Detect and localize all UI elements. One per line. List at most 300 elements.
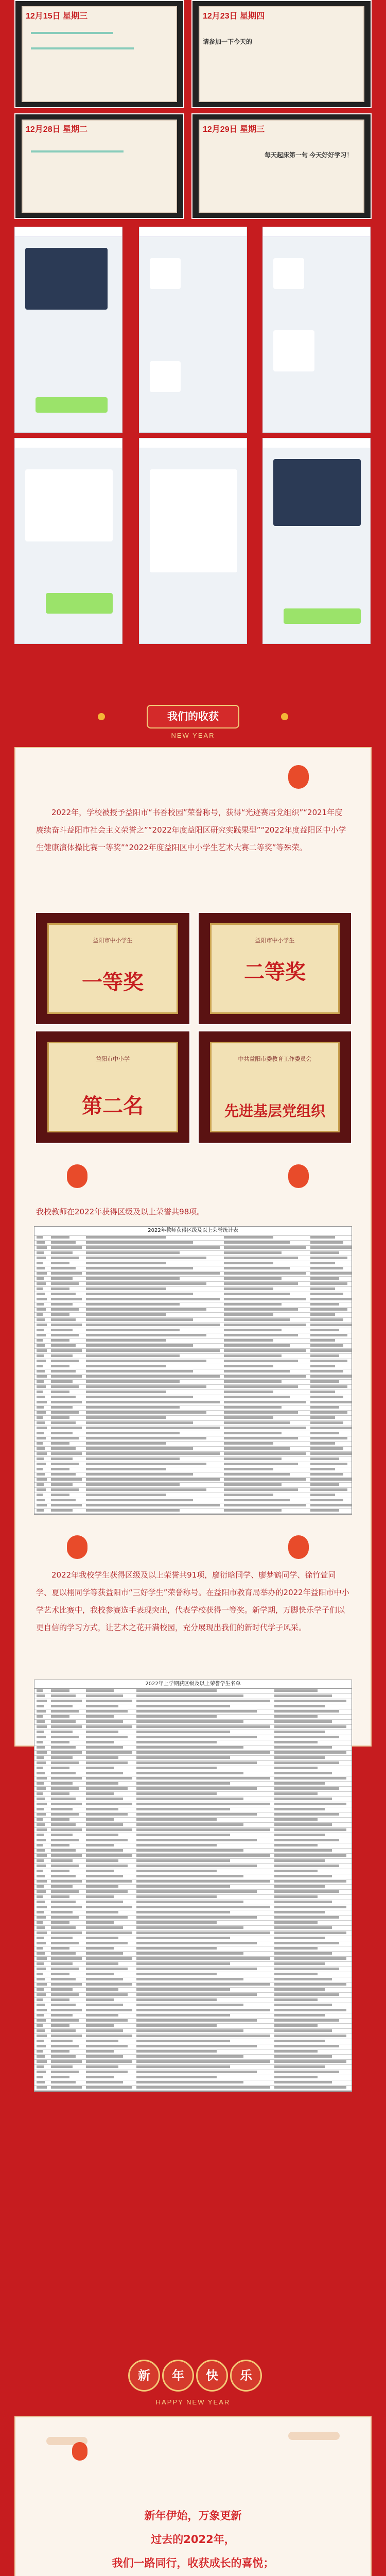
table-cell xyxy=(37,1504,47,1506)
table-cell xyxy=(51,1761,79,1764)
table-cell xyxy=(310,1344,343,1347)
table-cell xyxy=(37,1427,47,1429)
table-cell xyxy=(37,1906,47,1908)
table-cell xyxy=(274,1792,318,1795)
table-cell xyxy=(274,1957,346,1960)
table-cell xyxy=(51,1483,73,1486)
table-cell xyxy=(86,1725,132,1728)
table-cell xyxy=(37,1782,44,1785)
table-cell xyxy=(51,1700,82,1702)
table-cell xyxy=(310,1499,343,1501)
table-cell xyxy=(51,1262,69,1264)
table-cell xyxy=(37,1452,47,1455)
table-row xyxy=(34,1895,352,1900)
table-cell xyxy=(51,1694,76,1697)
table-cell xyxy=(86,1354,180,1357)
table-cell xyxy=(86,1849,123,1852)
table-row xyxy=(34,1869,352,1874)
table-cell xyxy=(37,1998,43,2001)
table-cell xyxy=(310,1339,335,1342)
table-cell xyxy=(86,1993,128,1996)
table-cell xyxy=(224,1504,306,1506)
table-cell xyxy=(51,1344,76,1347)
table-cell xyxy=(86,1416,166,1419)
table-cell xyxy=(37,2004,45,2006)
table-cell xyxy=(86,1452,220,1455)
table-cell xyxy=(37,1952,45,1955)
table-cell xyxy=(86,2045,128,2047)
table-row xyxy=(34,1977,352,1982)
table-row xyxy=(34,2080,352,2086)
table-cell xyxy=(86,1947,114,1950)
lantern-decor xyxy=(67,1164,87,1188)
table-cell xyxy=(86,1313,166,1316)
table-cell xyxy=(51,1844,69,1846)
table-row xyxy=(34,1751,352,1756)
table-cell xyxy=(37,1694,45,1697)
table-cell xyxy=(224,1391,273,1393)
table-cell xyxy=(86,1767,114,1769)
table-cell xyxy=(86,1318,193,1321)
table-cell xyxy=(51,1947,69,1950)
table-cell xyxy=(136,1746,243,1749)
table-cell xyxy=(51,1916,79,1919)
photo-2 xyxy=(191,0,372,108)
table-cell xyxy=(136,1803,270,1805)
table-cell xyxy=(37,1777,47,1780)
table-cell xyxy=(51,1865,79,1867)
table-row xyxy=(34,1807,352,1812)
table-cell xyxy=(51,1741,69,1743)
table-cell xyxy=(310,1385,347,1388)
table-cell xyxy=(37,1973,43,1975)
table-cell xyxy=(86,1509,180,1512)
table-row xyxy=(34,2049,352,2055)
table-cell xyxy=(51,1808,73,1810)
table-cell xyxy=(37,1236,43,1239)
table-cell xyxy=(51,1499,76,1501)
table-cell xyxy=(86,1391,166,1393)
table-cell xyxy=(51,1473,76,1476)
table-cell xyxy=(310,1509,339,1512)
certificate-2 xyxy=(198,912,352,1025)
table-cell xyxy=(310,1406,339,1409)
table-cell xyxy=(37,1767,43,1769)
table-cell xyxy=(224,1396,290,1398)
table-cell xyxy=(86,2035,132,2037)
table-cell xyxy=(37,1962,44,1965)
table-cell xyxy=(224,1267,290,1269)
table-cell xyxy=(86,1818,114,1821)
table-row xyxy=(34,2075,352,2080)
table-row xyxy=(34,1967,352,1972)
table-cell xyxy=(86,1282,206,1285)
table-cell xyxy=(51,1777,82,1780)
table-cell xyxy=(310,1396,343,1398)
table-cell xyxy=(310,1241,343,1244)
table-cell xyxy=(51,1452,82,1455)
table-cell xyxy=(274,1694,332,1697)
table-cell xyxy=(86,1906,132,1908)
table-cell xyxy=(310,1473,343,1476)
photo-caption: 12月29日 星期三 xyxy=(203,125,265,134)
table-cell xyxy=(274,1931,346,1934)
table-cell xyxy=(310,1236,335,1239)
table-cell xyxy=(86,1890,128,1893)
photo-text-line xyxy=(31,150,124,152)
table-cell xyxy=(51,1277,73,1280)
table-cell xyxy=(86,1499,193,1501)
table-row xyxy=(34,1436,352,1442)
table-cell xyxy=(86,1798,123,1800)
table-cell xyxy=(310,1391,335,1393)
table-cell xyxy=(86,1957,132,1960)
table-cell xyxy=(274,1756,325,1759)
table-cell xyxy=(37,1488,46,1491)
table-cell xyxy=(310,1308,347,1311)
wish-line: 过去的2022年， xyxy=(151,2533,235,2546)
table-cell xyxy=(310,1246,352,1249)
table-cell xyxy=(51,1725,82,1728)
photo-3 xyxy=(14,113,184,219)
table-cell xyxy=(136,1828,270,1831)
table-cell xyxy=(51,1720,76,1723)
table-cell xyxy=(86,1865,128,1867)
table-cell xyxy=(86,1983,132,1986)
table-cell xyxy=(37,1844,43,1846)
table-cell xyxy=(37,1365,43,1367)
table-cell xyxy=(224,1401,306,1403)
table-cell xyxy=(37,1947,43,1950)
table-cell xyxy=(51,1689,69,1692)
section-badge: 我们的收获 xyxy=(147,705,239,728)
table-cell xyxy=(86,1870,114,1872)
table-cell xyxy=(86,1803,132,1805)
table-cell xyxy=(136,2086,270,2089)
table-cell xyxy=(274,1803,346,1805)
table-cell xyxy=(136,2019,257,2022)
table-cell xyxy=(274,1808,325,1810)
table-cell xyxy=(37,1865,46,1867)
table-cell xyxy=(86,1251,180,1254)
table-cell xyxy=(37,1823,45,1826)
table-cell xyxy=(37,1251,44,1254)
table-row xyxy=(34,1843,352,1849)
table-cell xyxy=(274,1689,318,1692)
table-cell xyxy=(274,2045,339,2047)
table-cell xyxy=(274,1926,332,1929)
chat-screenshot-4 xyxy=(14,438,122,644)
table-cell xyxy=(37,1731,44,1733)
table-cell xyxy=(310,1354,339,1357)
table-row xyxy=(34,1838,352,1843)
table-cell xyxy=(136,2014,230,2016)
table-cell xyxy=(136,1834,230,1836)
table-row xyxy=(34,2019,352,2024)
table-cell xyxy=(51,1432,73,1434)
table-cell xyxy=(136,1865,257,1867)
table-cell xyxy=(51,1818,69,1821)
table-cell xyxy=(310,1257,347,1259)
table-cell xyxy=(51,1354,73,1357)
table-cell xyxy=(224,1432,282,1434)
table-cell xyxy=(37,1968,46,1970)
table-cell xyxy=(224,1437,298,1439)
table-cell xyxy=(51,1375,82,1378)
table-cell xyxy=(86,1705,118,1707)
table-cell xyxy=(86,1365,166,1367)
table-cell xyxy=(86,1478,220,1481)
table-cell xyxy=(274,1993,339,1996)
table-row xyxy=(34,1369,352,1375)
table-cell xyxy=(224,1298,306,1300)
table-cell xyxy=(37,1736,46,1738)
table-row xyxy=(34,2039,352,2044)
photo-text-line xyxy=(31,32,113,34)
table-cell xyxy=(86,1952,123,1955)
table-cell xyxy=(274,1854,346,1857)
table-cell xyxy=(51,1782,73,1785)
table-cell xyxy=(274,1988,325,1991)
table-cell xyxy=(37,1349,47,1352)
table-cell xyxy=(136,1952,243,1955)
table-cell xyxy=(224,1458,282,1460)
table-row xyxy=(34,1272,352,1277)
table-row xyxy=(34,1745,352,1751)
table-cell xyxy=(51,2019,79,2022)
table-cell xyxy=(274,1725,346,1728)
table-cell xyxy=(274,1890,339,1893)
table-cell xyxy=(51,1957,82,1960)
table-cell xyxy=(37,1849,45,1852)
table-cell xyxy=(51,1396,76,1398)
table-cell xyxy=(37,1890,46,1893)
table-cell xyxy=(37,1808,44,1810)
table-cell xyxy=(51,1313,69,1316)
table-row xyxy=(34,2070,352,2075)
certificate-award: 一等奖 xyxy=(82,970,144,994)
table-cell xyxy=(51,1978,76,1980)
table-cell xyxy=(51,1968,79,1970)
table-cell xyxy=(310,1251,339,1254)
table-row xyxy=(34,1302,352,1308)
table-cell xyxy=(37,2035,47,2037)
table-cell xyxy=(274,1911,325,1913)
table-cell xyxy=(310,1370,343,1372)
photo-caption: 12月15日 星期三 xyxy=(26,12,88,21)
table-cell xyxy=(86,1731,118,1733)
table-cell xyxy=(51,1494,69,1496)
table-row xyxy=(34,1854,352,1859)
table-cell xyxy=(37,1396,45,1398)
table-cell xyxy=(224,1375,306,1378)
table-cell xyxy=(37,1411,46,1414)
table-row xyxy=(34,1246,352,1251)
table-cell xyxy=(86,1421,193,1424)
table-cell xyxy=(86,2029,123,2032)
table-cell xyxy=(310,1421,343,1424)
photo-text-line xyxy=(31,47,134,49)
table-cell xyxy=(136,1988,230,1991)
table-row xyxy=(34,1941,352,1946)
table-row xyxy=(34,1503,352,1509)
table-cell xyxy=(136,1736,257,1738)
table-cell xyxy=(136,1700,270,1702)
table-cell xyxy=(310,1287,335,1290)
table-row xyxy=(34,1859,352,1864)
table-cell xyxy=(136,1782,230,1785)
chat-screenshot-6 xyxy=(262,438,371,644)
table-cell xyxy=(224,1483,282,1486)
table-cell xyxy=(224,1463,298,1465)
table-row xyxy=(34,1812,352,1818)
table-cell xyxy=(51,1349,82,1352)
table-cell xyxy=(310,1494,335,1496)
table-cell xyxy=(37,1458,44,1460)
table-cell xyxy=(51,1406,73,1409)
table-cell xyxy=(37,1354,44,1357)
table-cell xyxy=(136,2050,217,2053)
table-cell xyxy=(310,1432,339,1434)
table-cell xyxy=(37,2091,44,2092)
table-cell xyxy=(51,1421,76,1424)
table-cell xyxy=(274,2076,318,2078)
table-cell xyxy=(37,2050,43,2053)
table-cell xyxy=(274,1859,325,1862)
table-cell xyxy=(224,1329,282,1331)
table-cell xyxy=(274,1700,346,1702)
table-cell xyxy=(51,1880,82,1883)
table-cell xyxy=(136,1756,230,1759)
table-row xyxy=(34,1514,352,1515)
table-cell xyxy=(51,1478,82,1481)
table-row xyxy=(34,1256,352,1261)
table-cell xyxy=(310,1401,352,1403)
photo-caption: 12月23日 星期四 xyxy=(203,12,265,21)
table-cell xyxy=(224,1370,290,1372)
table-cell xyxy=(274,1777,346,1780)
table-cell xyxy=(136,2040,230,2042)
table-cell xyxy=(37,1313,43,1316)
table-cell xyxy=(37,1421,45,1424)
table-row xyxy=(34,1385,352,1390)
table-cell xyxy=(37,1828,47,1831)
table-cell xyxy=(37,1705,44,1707)
table-cell xyxy=(51,2071,79,2073)
table-cell xyxy=(224,1416,273,1419)
table-cell xyxy=(274,1839,339,1841)
table-row xyxy=(34,2013,352,2019)
table-cell xyxy=(37,1334,46,1336)
photo-caption: 12月28日 星期二 xyxy=(26,125,88,134)
table-cell xyxy=(37,1267,45,1269)
table-row xyxy=(34,1493,352,1498)
table-cell xyxy=(51,1385,79,1388)
table-cell xyxy=(136,1962,230,1965)
table-cell xyxy=(136,1767,217,1769)
table-cell xyxy=(136,1870,217,1872)
table-cell xyxy=(274,2060,346,2063)
table-cell xyxy=(136,1839,257,1841)
table-row xyxy=(34,2091,352,2092)
table-cell xyxy=(224,1282,298,1285)
table-cell xyxy=(51,1293,76,1295)
chat-screenshot-3 xyxy=(262,227,371,433)
table-cell xyxy=(51,1767,69,1769)
table-cell xyxy=(224,1380,282,1383)
table-cell xyxy=(51,1787,79,1790)
table-row xyxy=(34,1488,352,1493)
title-char: 年 xyxy=(162,2360,194,2392)
table-row xyxy=(34,1782,352,1787)
table-cell xyxy=(274,2040,325,2042)
table-cell xyxy=(37,1911,44,1913)
student-awards-text: 2022年我校学生获得区级及以上荣誉共91项，廖衍晗同学、廖梦鹤同学、徐竹萱同学、夏以栩同学等获益阳市“三好学生”荣誉称号。在益阳市教育局举办的2022年益阳市中小学艺术比赛中，我校参赛选手表现突出，代表学校获得一等奖。新学期，万脚快乐学子们以更自信的学习方式，让艺术之花开满校园，充分展现出我们的新时代学子风采。 xyxy=(36,1570,349,1632)
table-cell xyxy=(136,1751,270,1754)
chat-screenshot-1 xyxy=(14,227,122,433)
table-cell xyxy=(274,1921,318,1924)
table-cell xyxy=(51,1792,69,1795)
table-cell xyxy=(224,1421,290,1424)
table-row xyxy=(34,1266,352,1272)
table-cell xyxy=(136,2071,257,2073)
table-cell xyxy=(310,1303,339,1306)
table-cell xyxy=(86,1303,180,1306)
table-cell xyxy=(224,1318,290,1321)
table-row xyxy=(34,2065,352,2070)
table-cell xyxy=(51,1705,73,1707)
table-cell xyxy=(224,1277,282,1280)
table-row xyxy=(34,1400,352,1405)
table-cell xyxy=(224,1334,298,1336)
table-row xyxy=(34,1725,352,1730)
table-cell xyxy=(86,1339,166,1342)
table-row xyxy=(34,1452,352,1457)
table-cell xyxy=(37,2019,46,2022)
table-cell xyxy=(274,2019,339,2022)
table-cell xyxy=(86,1427,220,1429)
table-cell xyxy=(310,1324,352,1326)
table-cell xyxy=(51,1942,79,1944)
table-cell xyxy=(274,1865,339,1867)
table-cell xyxy=(86,1710,128,1713)
table-cell xyxy=(136,1689,217,1692)
table-cell xyxy=(51,1437,79,1439)
table-cell xyxy=(136,1973,217,1975)
table-cell xyxy=(51,1756,73,1759)
table-row xyxy=(34,1411,352,1416)
table-cell xyxy=(86,1988,118,1991)
table-cell xyxy=(37,1287,43,1290)
table-cell xyxy=(37,1926,45,1929)
table-row xyxy=(34,1308,352,1313)
table-cell xyxy=(51,1391,69,1393)
table-cell xyxy=(86,1396,193,1398)
table-cell xyxy=(274,2071,339,2073)
table-cell xyxy=(37,2086,47,2089)
table-cell xyxy=(224,1411,298,1414)
table-cell xyxy=(136,1741,217,1743)
table-cell xyxy=(224,1514,298,1515)
table-cell xyxy=(310,1277,339,1280)
lantern-decor xyxy=(288,1164,309,1188)
table-cell xyxy=(224,1287,273,1290)
table-cell xyxy=(86,1241,193,1244)
table-cell xyxy=(274,1942,339,1944)
table-cell xyxy=(51,1736,79,1738)
table-cell xyxy=(224,1473,290,1476)
table-cell xyxy=(51,1962,73,1965)
